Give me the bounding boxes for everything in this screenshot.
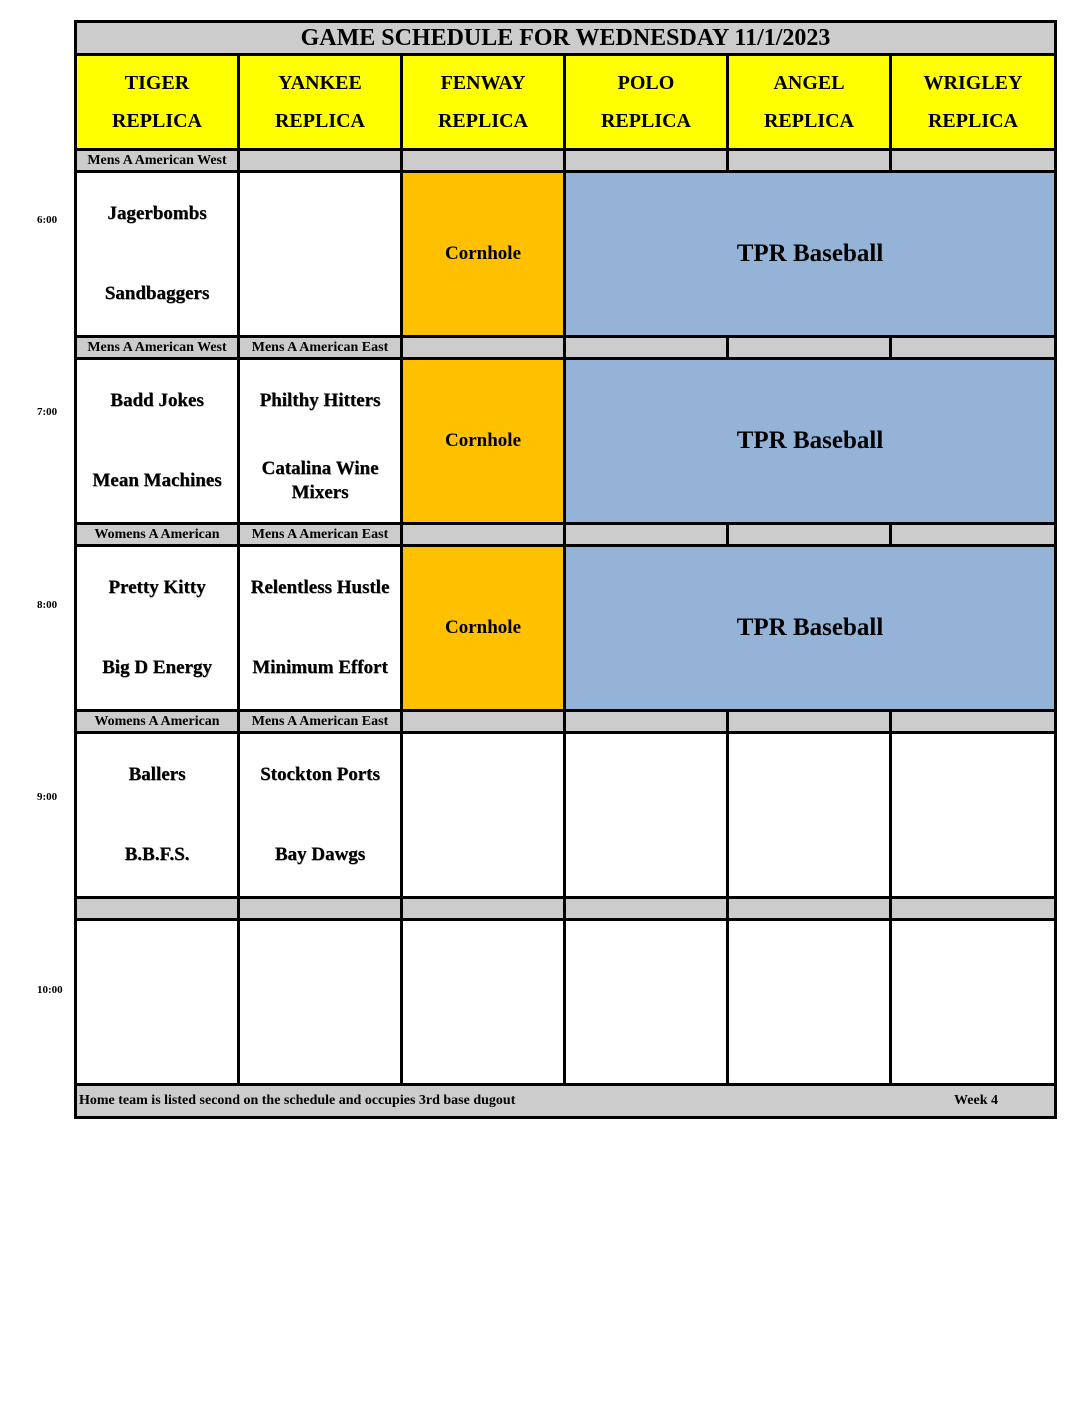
tpr-baseball-block: TPR Baseball bbox=[565, 172, 1056, 337]
division-row bbox=[76, 337, 1056, 359]
division-label: Mens A American West bbox=[76, 337, 239, 359]
schedule-title: GAME SCHEDULE FOR WEDNESDAY 11/1/2023 bbox=[76, 22, 1056, 55]
home-team: B.B.F.S. bbox=[124, 844, 190, 865]
game-row bbox=[76, 733, 1056, 898]
away-team: Badd Jokes bbox=[110, 390, 204, 411]
game-cell-empty bbox=[402, 733, 565, 898]
away-team: Pretty Kitty bbox=[108, 577, 206, 598]
home-team: Minimum Effort bbox=[252, 657, 388, 678]
footer-row bbox=[76, 1085, 1056, 1118]
division-label: Mens A American East bbox=[239, 524, 402, 546]
away-team: Relentless Hustle bbox=[250, 577, 390, 598]
time-label-8: 8:00 bbox=[37, 599, 58, 611]
game-cell-empty bbox=[565, 920, 728, 1085]
game-cell-empty bbox=[402, 920, 565, 1085]
game-cell bbox=[239, 359, 402, 524]
field-header-yankee: YANKEE REPLICA bbox=[239, 55, 402, 150]
cornhole-block: Cornhole bbox=[402, 546, 565, 711]
schedule-table bbox=[74, 20, 1057, 1119]
field-header-angel: ANGEL REPLICA bbox=[728, 55, 891, 150]
division-label: Mens A American East bbox=[239, 711, 402, 733]
division-label bbox=[239, 898, 402, 920]
away-team: Philthy Hitters bbox=[259, 390, 381, 411]
game-cell-empty bbox=[728, 920, 891, 1085]
game-cell bbox=[76, 172, 239, 337]
game-cell-empty bbox=[239, 920, 402, 1085]
division-row bbox=[76, 524, 1056, 546]
home-team: Mean Machines bbox=[92, 470, 222, 491]
week-label: Week 4 bbox=[954, 1093, 998, 1108]
time-column bbox=[0, 0, 74, 1408]
division-label bbox=[76, 898, 239, 920]
home-team: Big D Energy bbox=[102, 657, 212, 678]
game-cell bbox=[239, 546, 402, 711]
game-cell-empty bbox=[239, 172, 402, 337]
home-team: Sandbaggers bbox=[104, 283, 210, 304]
game-row bbox=[76, 172, 1056, 337]
division-row bbox=[76, 150, 1056, 172]
time-label-7: 7:00 bbox=[37, 406, 58, 418]
game-cell bbox=[76, 546, 239, 711]
field-header-fenway: FENWAY REPLICA bbox=[402, 55, 565, 150]
away-team: Jagerbombs bbox=[107, 203, 207, 224]
game-cell bbox=[239, 733, 402, 898]
game-cell-empty bbox=[891, 920, 1056, 1085]
tpr-baseball-block: TPR Baseball bbox=[565, 546, 1056, 711]
field-header-polo: POLO REPLICA bbox=[565, 55, 728, 150]
division-label bbox=[239, 150, 402, 172]
game-row bbox=[76, 359, 1056, 524]
game-cell-empty bbox=[565, 733, 728, 898]
game-cell-empty bbox=[728, 733, 891, 898]
game-row bbox=[76, 920, 1056, 1085]
away-team: Stockton Ports bbox=[260, 764, 380, 785]
time-label-9: 9:00 bbox=[37, 791, 58, 803]
game-cell-empty bbox=[76, 920, 239, 1085]
time-label-10: 10:00 bbox=[37, 984, 63, 996]
game-cell bbox=[76, 359, 239, 524]
game-row bbox=[76, 546, 1056, 711]
division-label: Womens A American bbox=[76, 711, 239, 733]
tpr-baseball-block: TPR Baseball bbox=[565, 359, 1056, 524]
cornhole-block: Cornhole bbox=[402, 359, 565, 524]
division-row bbox=[76, 898, 1056, 920]
cornhole-block: Cornhole bbox=[402, 172, 565, 337]
division-label: Mens A American East bbox=[239, 337, 402, 359]
home-team-note: Home team is listed second on the schedule and occupies 3rd base dugout bbox=[79, 1093, 516, 1108]
home-team: Bay Dawgs bbox=[274, 844, 366, 865]
division-label: Mens A American West bbox=[76, 150, 239, 172]
away-team: Ballers bbox=[128, 764, 186, 785]
field-header-tiger: TIGER REPLICA bbox=[76, 55, 239, 150]
field-header-row bbox=[76, 55, 1056, 150]
home-team: Catalina Wine Mixers bbox=[261, 458, 379, 503]
game-cell bbox=[76, 733, 239, 898]
field-header-wrigley: WRIGLEY REPLICA bbox=[891, 55, 1056, 150]
game-cell-empty bbox=[891, 733, 1056, 898]
division-label: Womens A American bbox=[76, 524, 239, 546]
division-row bbox=[76, 711, 1056, 733]
time-label-6: 6:00 bbox=[37, 214, 58, 226]
